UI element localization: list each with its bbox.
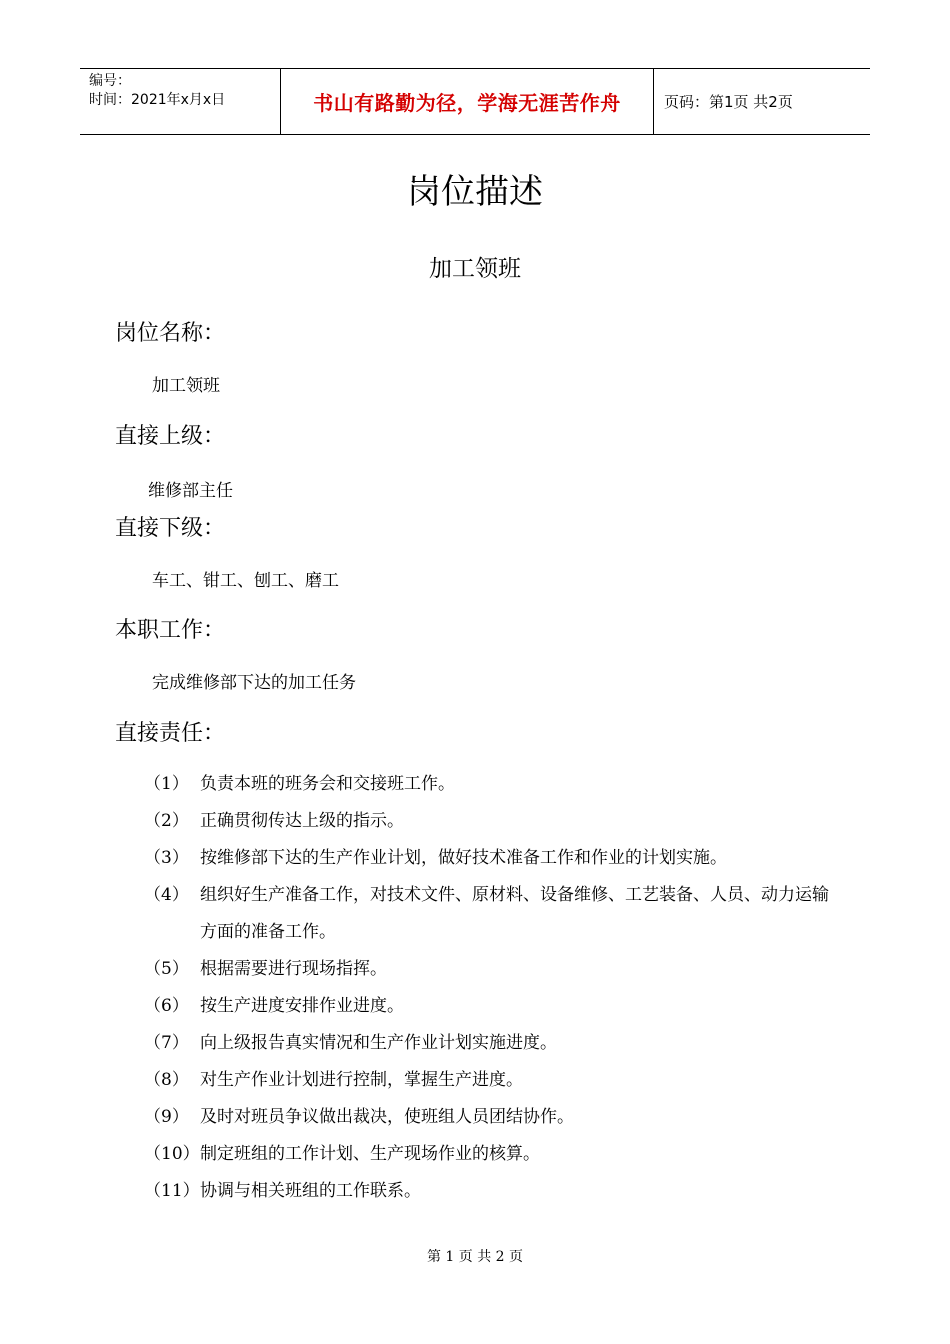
document-number-label: 编号：	[89, 73, 131, 89]
list-item-number: （10）	[144, 1144, 200, 1164]
list-item-number: （7）	[144, 1033, 189, 1053]
list-item-number: （4）	[144, 885, 189, 905]
page-footer: 第 1 页 共 2 页	[426, 1249, 524, 1265]
list-item-number: （8）	[144, 1070, 189, 1090]
list-item-text: 组织好生产准备工作，对技术文件、原材料、设备维修、工艺装备、人员、动力运输方面的准备工作。	[200, 885, 829, 942]
list-item-text: 协调与相关班组的工作联系。	[200, 1181, 421, 1201]
header-meta	[80, 69, 281, 134]
section-heading-position-name: 岗位名称：	[115, 321, 226, 346]
section-heading-direct-responsibilities: 直接责任：	[115, 721, 226, 746]
list-item	[144, 766, 844, 803]
header-motto: 书山有路勤为径，学海无涯苦作舟	[313, 91, 621, 115]
list-item-number: （3）	[144, 848, 189, 868]
list-item	[144, 877, 844, 951]
list-item-text: 按维修部下达的生产作业计划，做好技术准备工作和作业的计划实施。	[200, 848, 727, 868]
list-item-text: 制定班组的工作计划、生产现场作业的核算。	[200, 1144, 540, 1164]
list-item-number: （6）	[144, 996, 189, 1016]
document-header	[80, 68, 870, 135]
document-time: 时间：2021年x月x日	[89, 92, 226, 108]
list-item-text: 对生产作业计划进行控制，掌握生产进度。	[200, 1070, 523, 1090]
section-value-position-name: 加工领班	[152, 376, 220, 396]
list-item-text: 向上级报告真实情况和生产作业计划实施进度。	[200, 1033, 557, 1053]
page-title: 岗位描述	[407, 172, 543, 212]
section-value-direct-superior: 维修部主任	[148, 481, 233, 501]
list-item-number: （9）	[144, 1107, 189, 1127]
section-heading-main-work: 本职工作：	[115, 618, 226, 643]
list-item-number: （11）	[144, 1181, 200, 1201]
section-value-direct-subordinates: 车工、钳工、刨工、磨工	[152, 571, 339, 591]
list-item	[144, 1136, 844, 1173]
list-item-number: （1）	[144, 774, 189, 794]
header-page-info: 页码：第1页 共2页	[664, 93, 793, 111]
list-item-text: 按生产进度安排作业进度。	[200, 996, 404, 1016]
section-value-main-work: 完成维修部下达的加工任务	[152, 673, 356, 693]
section-heading-direct-subordinates: 直接下级：	[115, 516, 226, 541]
list-item-text: 正确贯彻传达上级的指示。	[200, 811, 404, 831]
page-subtitle: 加工领班	[429, 256, 521, 282]
list-item	[144, 840, 844, 877]
list-item-text: 负责本班的班务会和交接班工作。	[200, 774, 455, 794]
list-item	[144, 951, 844, 988]
list-item-text: 根据需要进行现场指挥。	[200, 959, 387, 979]
list-item	[144, 1062, 844, 1099]
list-item	[144, 988, 844, 1025]
list-item-number: （2）	[144, 811, 189, 831]
list-item	[144, 1173, 844, 1210]
list-item	[144, 1025, 844, 1062]
header-page-info-cell	[654, 69, 870, 134]
list-item	[144, 803, 844, 840]
section-heading-direct-superior: 直接上级：	[115, 424, 226, 449]
header-motto-cell	[281, 69, 654, 134]
responsibility-list	[144, 766, 844, 1210]
list-item-number: （5）	[144, 959, 189, 979]
list-item-text: 及时对班员争议做出裁决，使班组人员团结协作。	[200, 1107, 574, 1127]
list-item	[144, 1099, 844, 1136]
